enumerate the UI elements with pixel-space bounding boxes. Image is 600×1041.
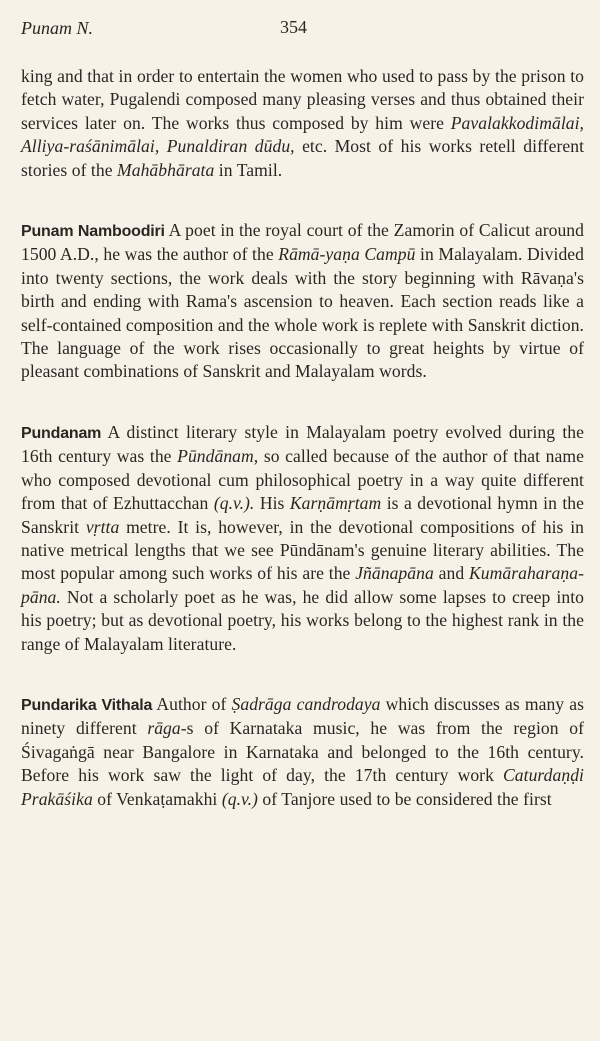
body-text: A poet in the royal court of the Zamorin of Calicut around 1500 A.D., he was the author of the xyxy=(21,220,584,265)
entry-text xyxy=(21,219,584,384)
page-header xyxy=(21,0,584,44)
italic-title-text: Karṇāmṛtam xyxy=(289,493,382,514)
entry-text xyxy=(21,693,584,811)
body-text: His xyxy=(254,493,290,514)
italic-title-text: Jñānapāna xyxy=(355,563,434,584)
body-text: and xyxy=(433,563,469,584)
body-text: Author of xyxy=(152,693,232,714)
entry-text xyxy=(21,65,584,182)
entry-text xyxy=(21,421,584,656)
page-number: 354 xyxy=(280,17,307,37)
body-text: of Tanjore used to be considered the first xyxy=(257,788,552,809)
continued-entry xyxy=(21,65,584,182)
italic-title-text: (q.v.) xyxy=(221,788,258,809)
body-text: so called because of the author of that name who composed devotional cum philosophical poetry in a way quite different from that of Ezhuttacchan xyxy=(21,446,584,514)
italic-title-text: Pavalakkodimālai, Alliya-raśānimālai, Punaldiran dūdu, xyxy=(21,112,584,157)
italic-title-text: Mahābhārata xyxy=(117,159,215,180)
italic-title-text: Ṣadrāga candrodaya xyxy=(231,693,381,714)
body-text: king and that in order to entertain the women who used to pass by the prison to fetch water, Pugalendi composed many pleasing verses and thus obtained their services later on. The works thus composed by him were xyxy=(21,66,584,133)
entry-headword: Punam Namboodiri xyxy=(21,223,165,241)
entry-headword: Pundanam xyxy=(21,424,102,442)
body-text: in Malayalam. Divided into twenty sections, the work deals with the story beginning with Rāvaṇa's birth and ending with Rama's ascension to heaven. Each section reads like a self-contained composition and the whole work is replete with Sanskrit diction. The language of the work rises occasionally to great heights by virtue of pleasant combinations of Sanskrit and Malayalam words. xyxy=(21,244,584,382)
body-text: etc. Most of his works retell different stories of the xyxy=(21,136,585,180)
body-text: which discusses as many as ninety different xyxy=(21,693,584,739)
dictionary-entry xyxy=(21,693,584,811)
body-text: A distinct literary style in Malayalam poetry evolved during the 16th century was the xyxy=(21,421,584,467)
entry-headword: Pundarika Vithala xyxy=(21,696,153,714)
dictionary-entry xyxy=(21,421,584,656)
body-text: metre. It is, however, in the devotional compositions of his in native metrical lengths that we see Pūndānam's genuine literary abilities. The most popular among such works of his are the xyxy=(21,516,584,584)
italic-title-text: Caturdaṇḍi Prakāśika xyxy=(21,765,584,809)
body-text: -s of Karnataka music, he was from the region of Śivagaṅgā near Bangalore in Karnataka and belonged to the 16th century. Before his work saw the light of day, the 17th century work xyxy=(21,718,584,786)
body-text: of Venkaṭamakhi xyxy=(92,788,222,809)
italic-title-text: rāga xyxy=(147,718,181,739)
entries-container xyxy=(21,65,584,811)
italic-title-text: Pūndānam, xyxy=(177,446,259,467)
running-head: Punam N. xyxy=(21,18,93,38)
body-text: Not a scholarly poet as he was, he did allow some lapses to creep into his poetry; but as devotional poetry, his works belong to the highest rank in the range of Malayalam literature. xyxy=(21,586,584,654)
italic-title-text: (q.v.). xyxy=(213,493,255,514)
body-text: in Tamil. xyxy=(214,159,283,180)
body-text: is a devotional hymn in the Sanskrit xyxy=(21,493,584,537)
dictionary-entry xyxy=(21,219,584,384)
italic-title-text: vṛtta xyxy=(85,516,120,537)
italic-title-text: Rāmā-yaṇa Campū xyxy=(278,244,416,265)
italic-title-text: Kumāraharaṇa-pāna. xyxy=(21,563,584,607)
